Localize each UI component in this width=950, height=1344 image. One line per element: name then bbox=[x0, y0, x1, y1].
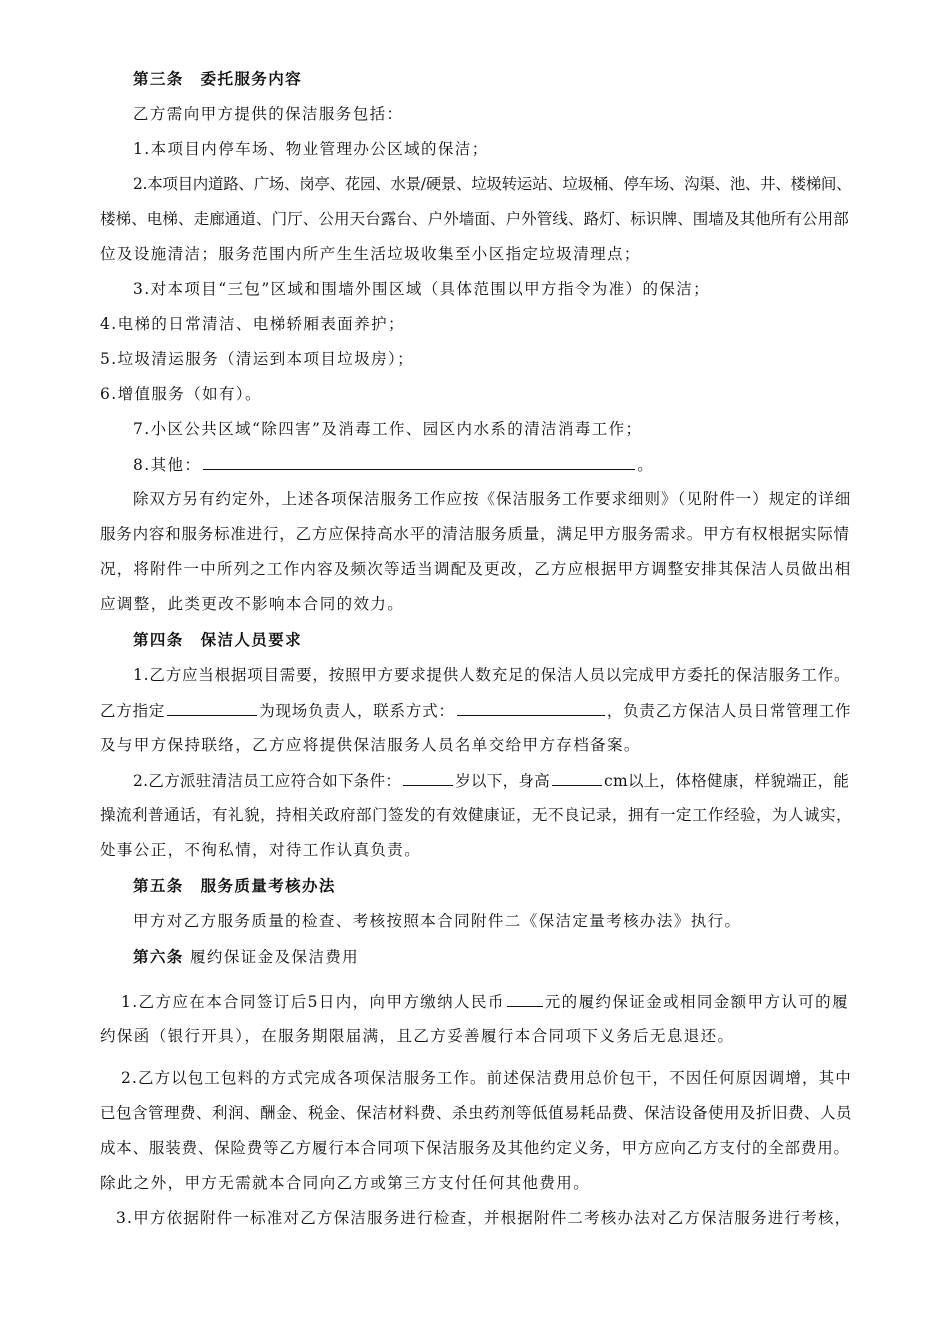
height-blank bbox=[552, 770, 602, 786]
contact-blank bbox=[457, 700, 605, 716]
designate-text: 乙方指定 bbox=[100, 702, 166, 720]
manager-text: 为现场负责人，联系方式： bbox=[259, 702, 455, 720]
article-6-item-1-line-2: 约保函（银行开具），在服务期限届满，且乙方妥善履行本合同项下义务后无息退还。 bbox=[100, 1027, 735, 1045]
article-6-item-1-line-1 bbox=[121, 991, 849, 1012]
article-4-item-1-line-2 bbox=[100, 700, 851, 721]
article-5-para: 甲方对乙方服务质量的检查、考核按照本合同附件二《保洁定量考核办法》执行。 bbox=[133, 912, 742, 930]
deposit-amount-blank bbox=[507, 991, 543, 1007]
article-4-title: 第四条 保洁人员要求 bbox=[133, 630, 303, 649]
article-6-title bbox=[133, 947, 359, 967]
article-3-item-8-label: 8.其他： bbox=[133, 456, 202, 474]
deposit-rest-text: 元的履约保证金或相同金额甲方认可的履 bbox=[544, 993, 849, 1011]
article-6-item-2-line-3: 成本、服装费、保险费等乙方履行本合同项下保洁服务及其他约定义务，甲方应向乙方支付的全部费用。 bbox=[100, 1139, 850, 1157]
article-6-item-2-line-1: 2.乙方以包工包料的方式完成各项保洁服务工作。前述保洁费用总价包干，不因任何原因调增，其中 bbox=[121, 1069, 852, 1087]
article-4-item-1-line-3: 及与甲方保持联络，乙方应将提供保洁服务人员名单交给甲方存档备案。 bbox=[100, 736, 641, 754]
article-3-item-4: 4.电梯的日常清洁、电梯轿厢表面养护； bbox=[100, 315, 405, 333]
responsibility-text: ，负责乙方保洁人员日常管理工作 bbox=[606, 702, 852, 720]
article-4-item-2-line-3: 处事公正，不徇私情，对待工作认真负责。 bbox=[100, 841, 422, 859]
article-3-intro: 乙方需向甲方提供的保洁服务包括： bbox=[133, 105, 404, 123]
article-4-item-2-line-1 bbox=[133, 770, 849, 791]
age-text: 岁以下，身高 bbox=[455, 772, 551, 790]
conditions-text: 2.乙方派驻清洁员工应符合如下条件： bbox=[133, 772, 402, 790]
article-3-item-1: 1.本项目内停车场、物业管理办公区域的保洁； bbox=[133, 140, 489, 158]
article-3-para-line-3: 况，将附件一中所列之工作内容及频次等适当调配及更改，乙方应根据甲方调整安排其保洁人员做出相 bbox=[100, 560, 852, 578]
other-blank-field bbox=[203, 454, 635, 470]
deposit-text: 1.乙方应在本合同签订后5日内，向甲方缴纳人民币 bbox=[121, 993, 505, 1011]
article-3-item-6: 6.增值服务（如有）。 bbox=[100, 385, 262, 403]
article-3-para-line-2: 服务内容和服务标准进行，乙方应保持高水平的清洁服务质量，满足甲方服务需求。甲方有权根据实际情 bbox=[100, 525, 850, 543]
article-5-title: 第五条 服务质量考核办法 bbox=[133, 876, 336, 895]
manager-name-blank bbox=[167, 700, 257, 716]
height-text: cm以上，体格健康，样貌端正，能 bbox=[604, 772, 850, 790]
article-3-item-2-line-1: 2.本项目内道路、广场、岗亭、花园、水景/硬景、垃圾转运站、垃圾桶、停车场、沟渠、池、井、楼梯间、 bbox=[133, 175, 852, 193]
article-3-item-3: 3.对本项目“三包”区域和围墙外围区域（具体范围以甲方指令为准）的保洁； bbox=[133, 280, 711, 298]
article-4-item-1-line-1: 1.乙方应当根据项目需要，按照甲方要求提供人数充足的保洁人员以完成甲方委托的保洁服务工作。 bbox=[133, 666, 851, 684]
article-3-title: 第三条 委托服务内容 bbox=[133, 69, 303, 88]
article-6-title-number: 第六条 bbox=[133, 947, 184, 966]
article-3-para-line-1: 除双方另有约定外，上述各项保洁服务工作应按《保洁服务工作要求细则》（见附件一）规定的详细 bbox=[133, 490, 852, 508]
article-3-para-line-4: 应调整，此类更改不影响本合同的效力。 bbox=[100, 595, 405, 613]
age-blank bbox=[403, 770, 453, 786]
article-4-item-2-line-2: 操流利普通话，有礼貌，持相关政府部门签发的有效健康证，无不良记录，拥有一定工作经验，为人诚实， bbox=[100, 806, 853, 824]
article-3-item-2-line-3: 位及设施清洁；服务范围内所产生生活垃圾收集至小区指定垃圾清理点； bbox=[100, 245, 641, 263]
article-3-item-8-end: 。 bbox=[637, 456, 655, 474]
article-6-item-2-line-2: 已包含管理费、利润、酬金、税金、保洁材料费、杀虫药剂等低值易耗品费、保洁设备使用及折旧费、人员 bbox=[100, 1104, 853, 1122]
article-3-item-5: 5.垃圾清运服务（清运到本项目垃圾房）； bbox=[100, 350, 415, 368]
article-3-item-2-line-2: 楼梯、电梯、走廊通道、门厅、公用天台露台、户外墙面、户外管线、路灯、标识牌、围墙及其他所有公用部 bbox=[100, 210, 849, 228]
article-3-item-7: 7.小区公共区域“除四害”及消毒工作、园区内水系的清洁消毒工作； bbox=[133, 420, 643, 438]
article-6-item-2-line-4: 除此之外，甲方无需就本合同向乙方或第三方支付任何其他费用。 bbox=[100, 1174, 591, 1192]
article-3-item-8 bbox=[133, 454, 654, 475]
article-6-title-text: 履约保证金及保洁费用 bbox=[190, 948, 360, 966]
article-6-item-3-line-1: 3.甲方依据附件一标准对乙方保洁服务进行检查，并根据附件二考核办法对乙方保洁服务进行考核， bbox=[116, 1209, 852, 1227]
